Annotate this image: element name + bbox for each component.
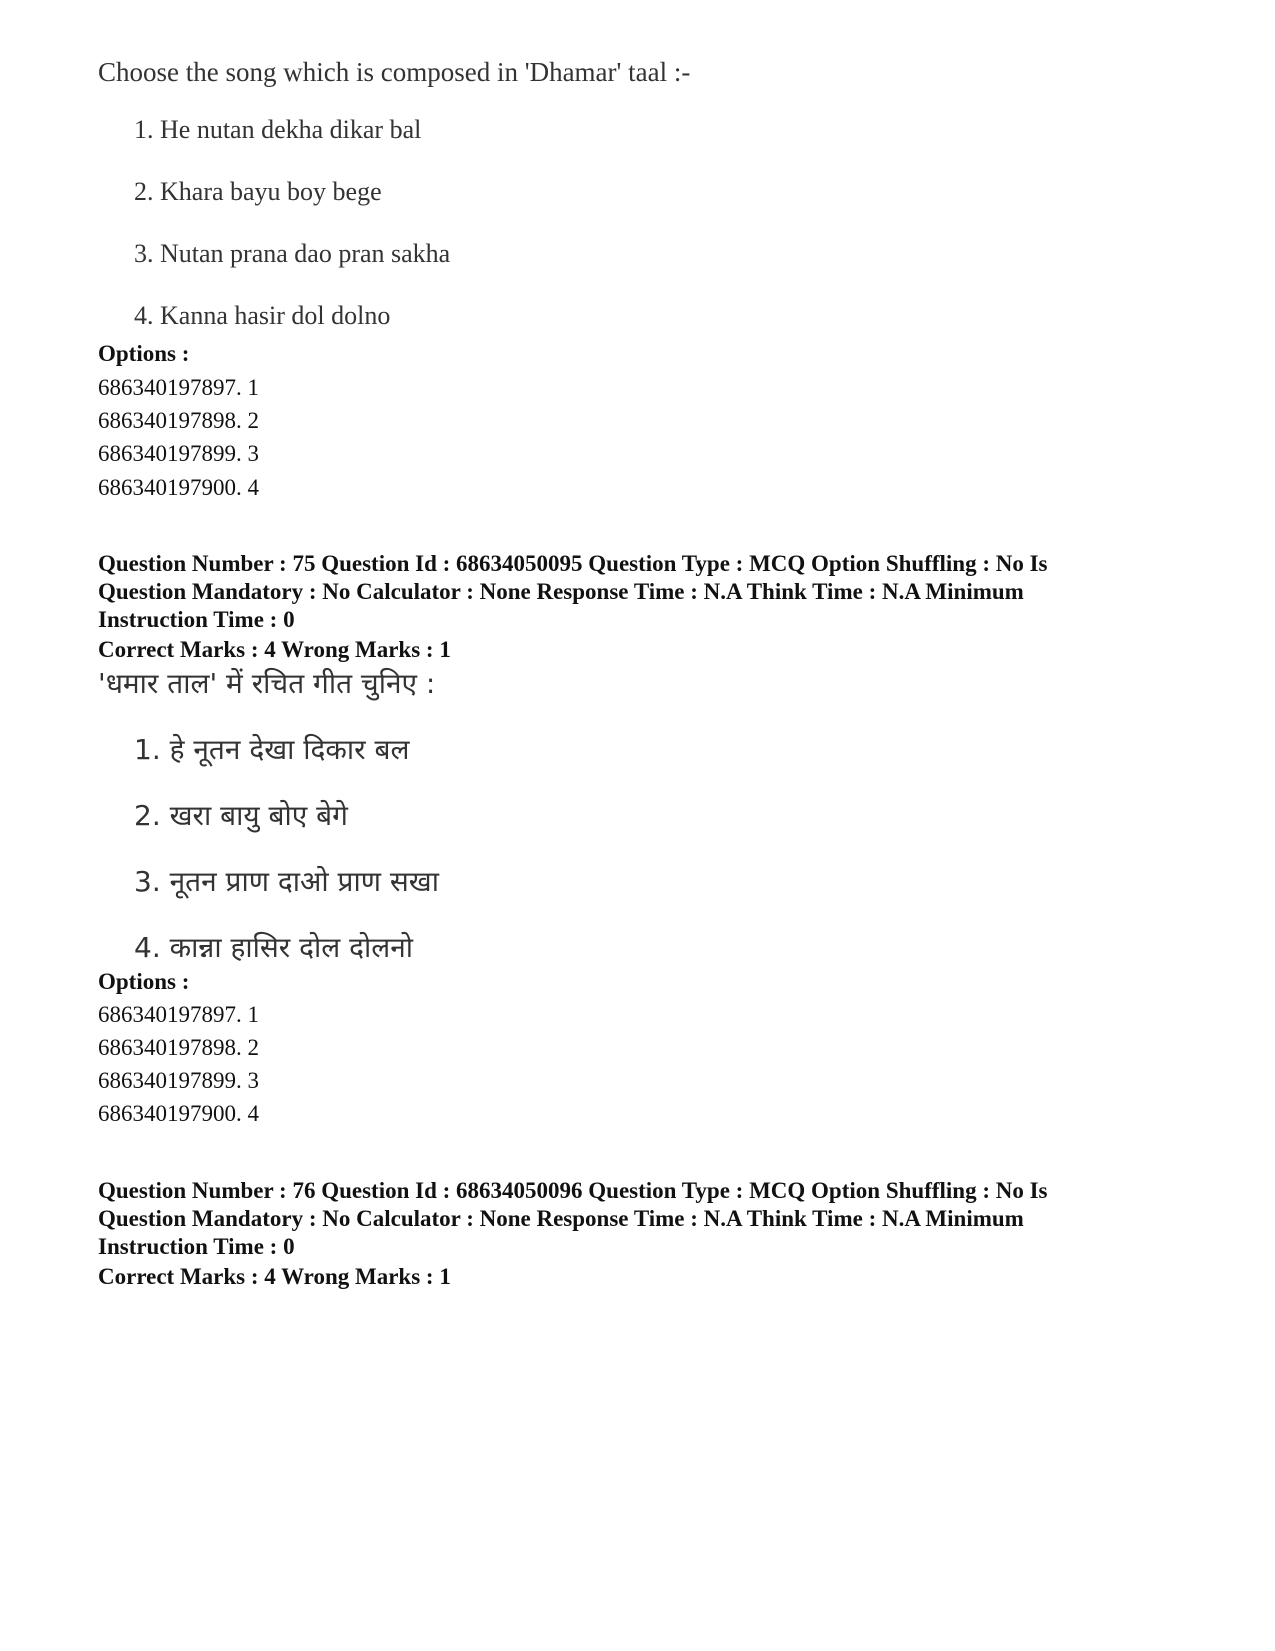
option-4: 686340197900. 4 — [98, 475, 259, 500]
choice-2: 2. Khara bayu boy bege — [134, 177, 382, 206]
meta-line-3: Instruction Time : 0 — [98, 607, 295, 632]
option-4: 686340197900. 4 — [98, 1101, 259, 1126]
meta-line-3: Instruction Time : 0 — [98, 1234, 295, 1259]
question-75-marks: Correct Marks : 4 Wrong Marks : 1 — [98, 637, 451, 662]
option-3: 686340197899. 3 — [98, 1068, 259, 1093]
option-2: 686340197898. 2 — [98, 1035, 259, 1060]
options-label: Options : — [98, 341, 190, 366]
question-75-meta — [98, 550, 1188, 634]
choice-4: 4. Kanna hasir dol dolno — [134, 301, 391, 330]
meta-line-2: Question Mandatory : No Calculator : None Response Time : N.A Think Time : N.A Minimum — [98, 1206, 1024, 1231]
option-1: 686340197897. 1 — [98, 375, 259, 400]
question-76-meta — [98, 1177, 1188, 1261]
question-stem: 'धमार ताल' में रचित गीत चुनिए : — [98, 667, 436, 700]
choice-3: 3. नूतन प्राण दाओ प्राण सखा — [134, 865, 439, 898]
choice-3: 3. Nutan prana dao pran sakha — [134, 239, 451, 268]
choice-2: 2. खरा बायु बोए बेगे — [134, 799, 348, 832]
meta-line-1: Question Number : 76 Question Id : 68634050096 Question Type : MCQ Option Shuffling : No Is — [98, 1178, 1048, 1203]
meta-line-2: Question Mandatory : No Calculator : None Response Time : N.A Think Time : N.A Minimum — [98, 579, 1024, 604]
question-image-english — [98, 52, 691, 330]
option-1: 686340197897. 1 — [98, 1002, 259, 1027]
option-2: 686340197898. 2 — [98, 408, 259, 433]
option-3: 686340197899. 3 — [98, 441, 259, 466]
choice-1: 1. He nutan dekha dikar bal — [134, 115, 422, 144]
question-stem: Choose the song which is composed in 'Dhamar' taal :- — [98, 57, 691, 87]
options-label: Options : — [98, 969, 190, 994]
meta-line-1: Question Number : 75 Question Id : 68634050095 Question Type : MCQ Option Shuffling : No Is — [98, 551, 1048, 576]
choice-1: 1. हे नूतन देखा दिकार बल — [134, 733, 410, 766]
choice-4: 4. कान्ना हासिर दोल दोलनो — [134, 931, 414, 964]
question-76-marks: Correct Marks : 4 Wrong Marks : 1 — [98, 1264, 451, 1289]
